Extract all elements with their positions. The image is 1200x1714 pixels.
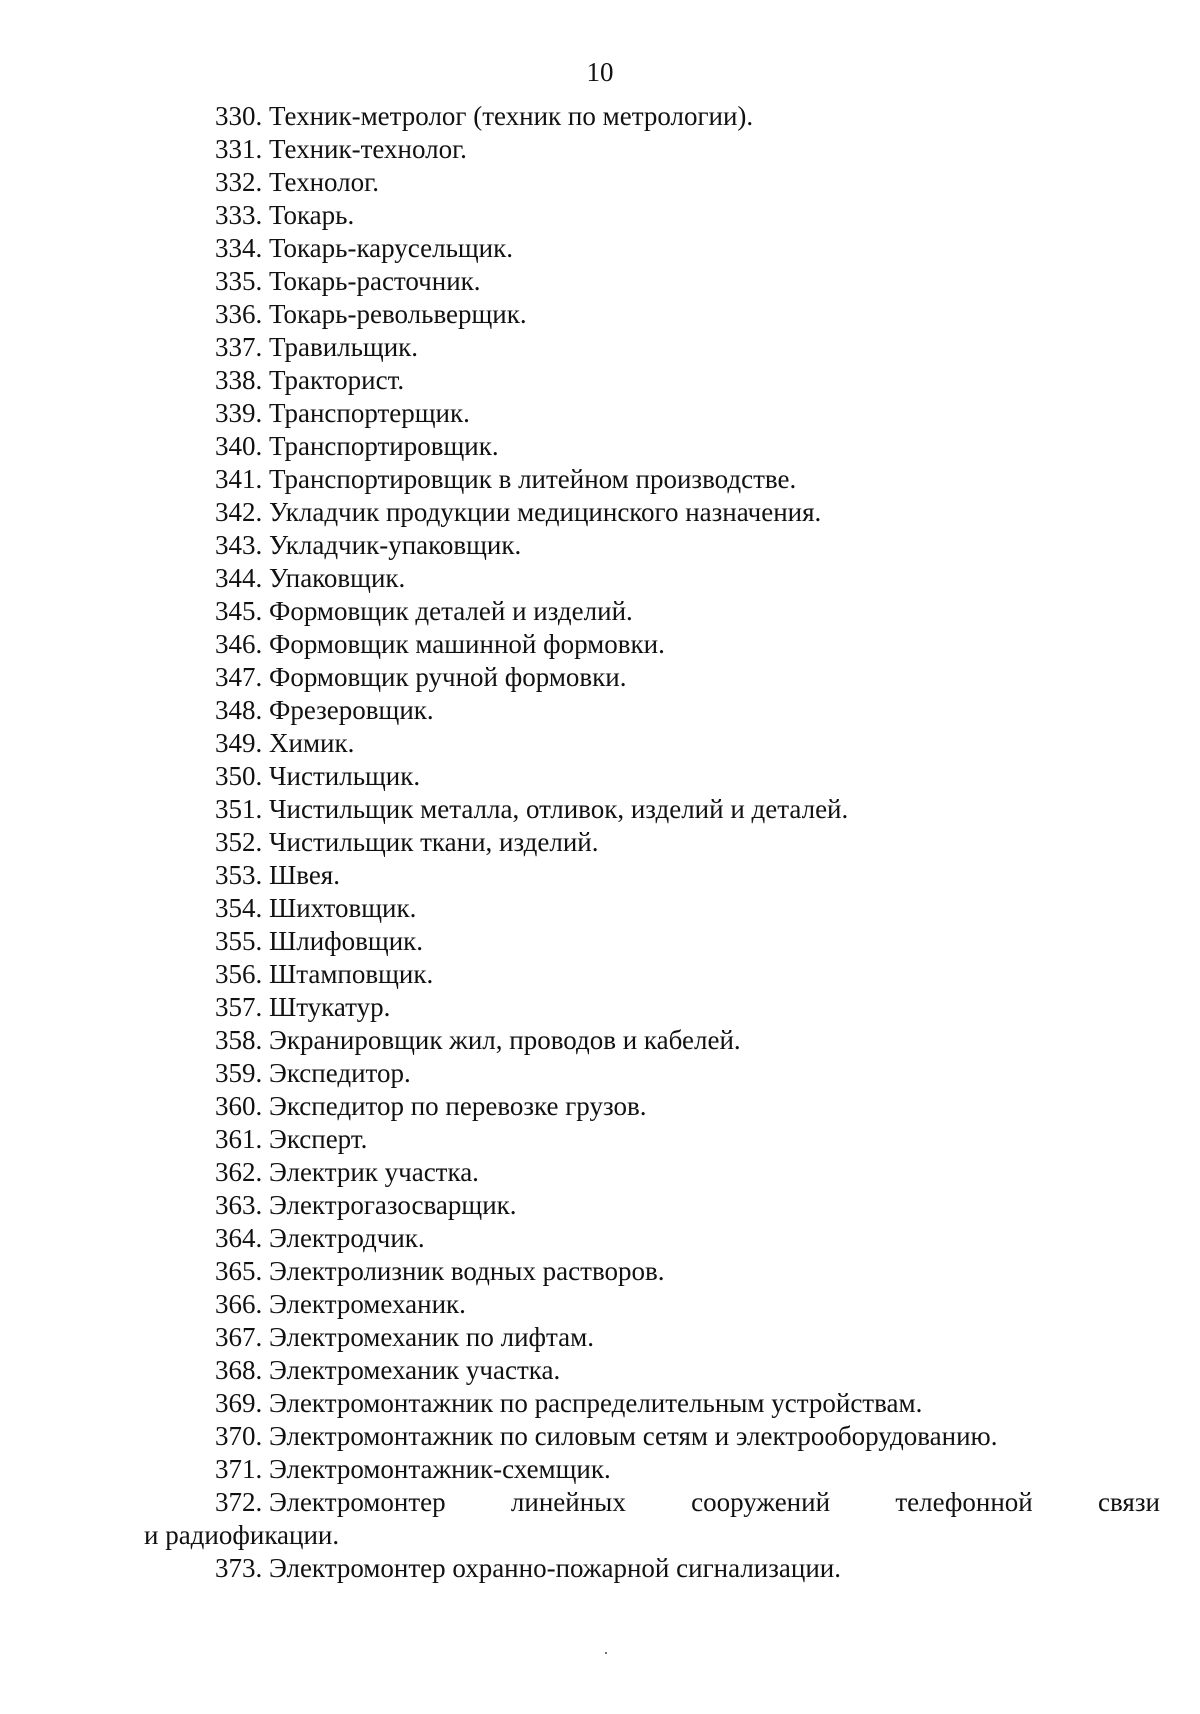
- item-number: 345.: [215, 596, 263, 626]
- list-item-372-first: [215, 1486, 446, 1519]
- item-text: Химик.: [269, 728, 355, 758]
- list-item: [215, 1255, 1160, 1288]
- item-text: Формовщик машинной формовки.: [269, 629, 665, 659]
- item-number: 342.: [215, 497, 263, 527]
- item-word: линейных: [510, 1487, 626, 1517]
- item-number: 343.: [215, 530, 263, 560]
- list-item: [215, 958, 1160, 991]
- item-number: 349.: [215, 728, 263, 758]
- list-item: [215, 661, 1160, 694]
- item-text: Электрогазосварщик.: [269, 1190, 517, 1220]
- item-number: 361.: [215, 1124, 263, 1154]
- item-word: Электромонтер: [269, 1487, 446, 1517]
- list-item: [215, 298, 1160, 331]
- item-text: Электромонтажник по распределительным устройствам.: [269, 1388, 923, 1418]
- item-text: Укладчик продукции медицинского назначения.: [269, 497, 822, 527]
- item-text: Экранировщик жил, проводов и кабелей.: [269, 1025, 741, 1055]
- item-number: 363.: [215, 1190, 263, 1220]
- item-word: телефонной: [895, 1487, 1033, 1517]
- item-number: 353.: [215, 860, 263, 890]
- item-number: 366.: [215, 1289, 263, 1319]
- list-item: [215, 1420, 1160, 1453]
- list-item: [215, 232, 1160, 265]
- item-number: 330.: [215, 101, 263, 131]
- item-number: 338.: [215, 365, 263, 395]
- list-item: [215, 1024, 1160, 1057]
- item-number: 365.: [215, 1256, 263, 1286]
- list-item: [215, 529, 1160, 562]
- list-item: [215, 628, 1160, 661]
- item-number: 369.: [215, 1388, 263, 1418]
- item-text: Эксперт.: [269, 1124, 368, 1154]
- item-number: 370.: [215, 1421, 263, 1451]
- item-number: 357.: [215, 992, 263, 1022]
- item-text: Чистильщик металла, отливок, изделий и деталей.: [269, 794, 849, 824]
- list-item: [215, 1321, 1160, 1354]
- list-item-372-continuation: и радиофикации.: [144, 1520, 340, 1550]
- item-number: 359.: [215, 1058, 263, 1088]
- item-number: 352.: [215, 827, 263, 857]
- item-number: 331.: [215, 134, 263, 164]
- list-item: [215, 1222, 1160, 1255]
- item-text: Токарь-карусельщик.: [269, 233, 513, 263]
- list-item: [215, 1057, 1160, 1090]
- list-item: [215, 562, 1160, 595]
- item-text: Электромонтажник-схемщик.: [269, 1454, 611, 1484]
- item-number: 332.: [215, 167, 263, 197]
- item-number: 372.: [215, 1487, 263, 1517]
- list-item: [215, 859, 1160, 892]
- item-number: 351.: [215, 794, 263, 824]
- item-number: 341.: [215, 464, 263, 494]
- item-text: Шихтовщик.: [269, 893, 417, 923]
- item-number: 344.: [215, 563, 263, 593]
- item-number: 362.: [215, 1157, 263, 1187]
- list-item: [215, 925, 1160, 958]
- list-item: [215, 760, 1160, 793]
- item-number: 373.: [215, 1553, 263, 1583]
- item-number: 354.: [215, 893, 263, 923]
- list-item: [215, 1387, 1160, 1420]
- list-item: [215, 397, 1160, 430]
- list-item: [215, 793, 1160, 826]
- item-text: Формовщик ручной формовки.: [269, 662, 627, 692]
- list-item: [215, 1156, 1160, 1189]
- item-text: Токарь-расточник.: [269, 266, 481, 296]
- item-text: Формовщик деталей и изделий.: [269, 596, 633, 626]
- item-text: Электромеханик участка.: [269, 1355, 561, 1385]
- item-number: 371.: [215, 1454, 263, 1484]
- item-number: 337.: [215, 332, 263, 362]
- list-item: [215, 100, 1160, 133]
- item-text: Фрезеровщик.: [269, 695, 434, 725]
- profession-list: [144, 100, 1160, 1585]
- item-text: Электромеханик по лифтам.: [269, 1322, 594, 1352]
- list-item: [215, 364, 1160, 397]
- list-item-373: [215, 1552, 1160, 1585]
- item-text: Тракторист.: [269, 365, 405, 395]
- list-item: [215, 892, 1160, 925]
- item-number: 350.: [215, 761, 263, 791]
- list-item: [215, 1288, 1160, 1321]
- item-text: Технолог.: [269, 167, 379, 197]
- item-number: 358.: [215, 1025, 263, 1055]
- item-number: 336.: [215, 299, 263, 329]
- list-items: [215, 100, 1160, 1486]
- list-item-372-line1: [215, 1486, 1160, 1519]
- item-number: 360.: [215, 1091, 263, 1121]
- item-number: 339.: [215, 398, 263, 428]
- list-item: [215, 1123, 1160, 1156]
- item-text: Техник-метролог (техник по метрологии).: [269, 101, 754, 131]
- item-text: Травильщик.: [269, 332, 419, 362]
- list-item: [215, 199, 1160, 232]
- item-text: Транспортировщик.: [269, 431, 499, 461]
- list-item: [215, 331, 1160, 364]
- page-number: 10: [586, 57, 614, 87]
- item-text: Токарь-револьверщик.: [269, 299, 527, 329]
- item-text: Транспортерщик.: [269, 398, 470, 428]
- list-item: [215, 133, 1160, 166]
- scan-speck: [605, 1652, 607, 1654]
- item-text: Электромонтажник по силовым сетям и электрооборудованию.: [269, 1421, 998, 1451]
- item-text: Техник-технолог.: [269, 134, 467, 164]
- list-item: [215, 1453, 1160, 1486]
- item-text: Швея.: [269, 860, 340, 890]
- item-number: 340.: [215, 431, 263, 461]
- list-item: [215, 430, 1160, 463]
- item-number: 348.: [215, 695, 263, 725]
- item-text: Шлифовщик.: [269, 926, 424, 956]
- list-item: [215, 1354, 1160, 1387]
- list-item: [215, 727, 1160, 760]
- item-number: 356.: [215, 959, 263, 989]
- item-text: Упаковщик.: [269, 563, 406, 593]
- item-text: Чистильщик.: [269, 761, 421, 791]
- item-text: Экспедитор по перевозке грузов.: [269, 1091, 647, 1121]
- item-text: Электролизник водных растворов.: [269, 1256, 665, 1286]
- item-text: Электромеханик.: [269, 1289, 466, 1319]
- list-item: [215, 496, 1160, 529]
- list-item: [215, 1090, 1160, 1123]
- item-number: 364.: [215, 1223, 263, 1253]
- item-text: Электродчик.: [269, 1223, 425, 1253]
- list-item: [215, 463, 1160, 496]
- item-text: Чистильщик ткани, изделий.: [269, 827, 599, 857]
- item-number: 346.: [215, 629, 263, 659]
- item-number: 355.: [215, 926, 263, 956]
- list-item: [215, 991, 1160, 1024]
- item-text: Штамповщик.: [269, 959, 434, 989]
- item-text: Токарь.: [269, 200, 355, 230]
- item-number: 347.: [215, 662, 263, 692]
- item-number: 334.: [215, 233, 263, 263]
- item-text: Экспедитор.: [269, 1058, 411, 1088]
- item-number: 367.: [215, 1322, 263, 1352]
- item-word: связи: [1098, 1487, 1160, 1517]
- item-number: 368.: [215, 1355, 263, 1385]
- item-text: Укладчик-упаковщик.: [269, 530, 522, 560]
- item-text: Электрик участка.: [269, 1157, 479, 1187]
- list-item: [215, 166, 1160, 199]
- item-text: Транспортировщик в литейном производстве.: [269, 464, 797, 494]
- item-text: Электромонтер охранно-пожарной сигнализации.: [269, 1553, 841, 1583]
- item-number: 333.: [215, 200, 263, 230]
- list-item-372: [144, 1486, 1160, 1552]
- list-item: [215, 826, 1160, 859]
- list-item: [215, 595, 1160, 628]
- list-item: [215, 694, 1160, 727]
- item-text: Штукатур.: [269, 992, 391, 1022]
- item-word: сооружений: [691, 1487, 831, 1517]
- list-item: [215, 265, 1160, 298]
- item-number: 335.: [215, 266, 263, 296]
- list-item: [215, 1189, 1160, 1222]
